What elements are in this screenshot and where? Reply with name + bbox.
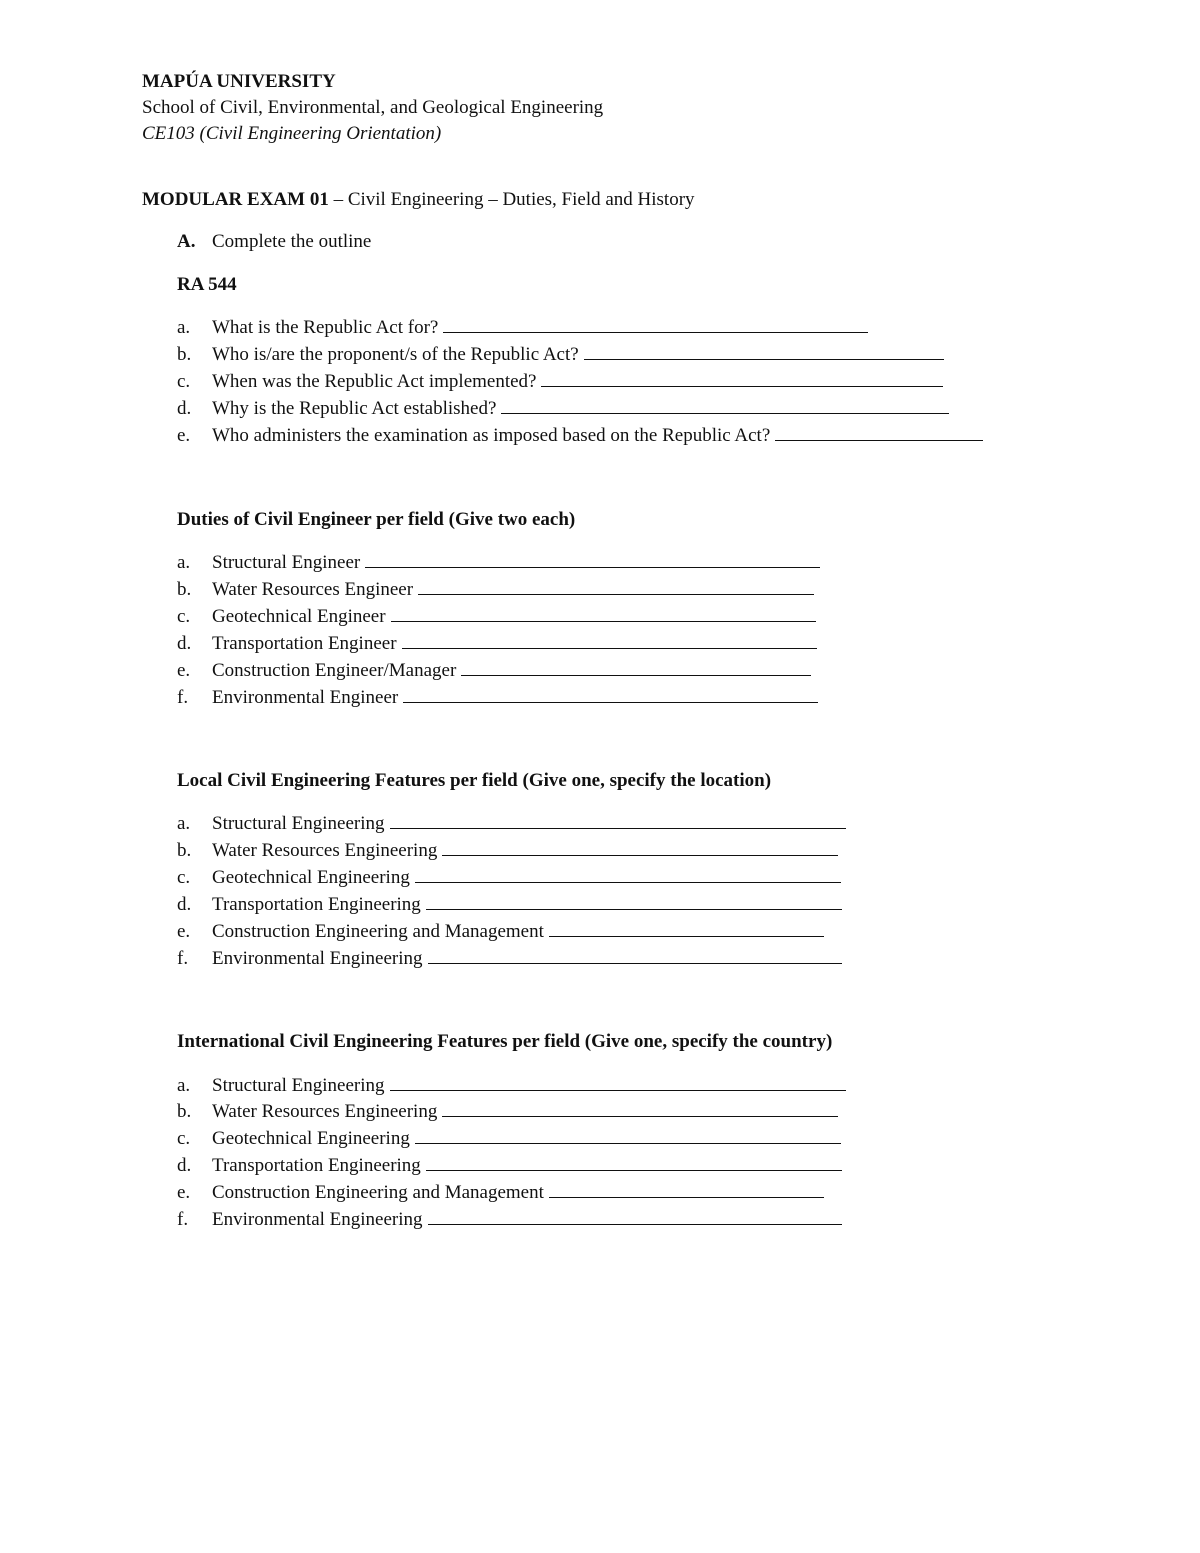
exam-title-rest: – Civil Engineering – Duties, Field and History (328, 189, 695, 210)
item-field: Structural Engineering (212, 1075, 385, 1096)
answer-blank[interactable] (584, 342, 944, 360)
item-field: Water Resources Engineering (212, 1101, 438, 1122)
local-item-b (177, 838, 838, 863)
exam-title-bold: MODULAR EXAM 01 (142, 189, 329, 210)
answer-blank[interactable] (418, 577, 814, 595)
course-name: CE103 (Civil Engineering Orientation) (142, 123, 442, 144)
duties-item-c (177, 604, 816, 629)
part-a-instruction (177, 230, 371, 254)
item-field: Construction Engineer/Manager (212, 660, 457, 681)
ra544-item-c (177, 369, 943, 394)
answer-blank[interactable] (428, 946, 842, 964)
duties-item-f (177, 685, 818, 710)
item-letter: a. (177, 813, 191, 834)
item-field: Transportation Engineer (212, 633, 397, 654)
part-a-label: A. (177, 231, 196, 252)
item-letter: c. (177, 371, 191, 392)
item-field: Environmental Engineering (212, 1209, 423, 1230)
item-field: Geotechnical Engineering (212, 1128, 410, 1149)
item-field: Construction Engineering and Management (212, 1182, 544, 1203)
ra544-item-d (177, 396, 949, 421)
school-name: School of Civil, Environmental, and Geological Engineering (142, 97, 604, 118)
item-letter: d. (177, 633, 192, 654)
answer-blank[interactable] (428, 1207, 842, 1225)
answer-blank[interactable] (442, 1099, 838, 1117)
international-item-d (177, 1153, 842, 1178)
item-letter: d. (177, 894, 192, 915)
item-field: Structural Engineer (212, 552, 361, 573)
item-field: Transportation Engineering (212, 1155, 421, 1176)
item-letter: a. (177, 552, 191, 573)
item-letter: f. (177, 687, 189, 708)
item-letter: a. (177, 1075, 191, 1096)
item-field: Structural Engineering (212, 813, 385, 834)
international-item-f (177, 1207, 842, 1232)
answer-blank[interactable] (443, 315, 868, 333)
answer-blank[interactable] (549, 919, 824, 937)
item-question: Who administers the examination as imposed based on the Republic Act? (212, 425, 771, 446)
international-item-e (177, 1180, 824, 1205)
item-letter: c. (177, 867, 191, 888)
duties-item-a (177, 550, 820, 575)
item-field: Water Resources Engineering (212, 840, 438, 861)
international-features-title: International Civil Engineering Features per field (Give one, specify the country) (177, 1031, 833, 1052)
duties-item-b (177, 577, 814, 602)
answer-blank[interactable] (403, 685, 818, 703)
answer-blank[interactable] (426, 1153, 842, 1171)
answer-blank[interactable] (365, 550, 820, 568)
answer-blank[interactable] (549, 1180, 824, 1198)
ra544-title: RA 544 (177, 274, 237, 295)
duties-item-d (177, 631, 817, 656)
duties-item-e (177, 658, 811, 683)
exam-title (142, 188, 695, 212)
local-item-a (177, 811, 846, 836)
item-field: Water Resources Engineer (212, 579, 414, 600)
answer-blank[interactable] (775, 423, 983, 441)
item-letter: e. (177, 921, 191, 942)
item-letter: b. (177, 579, 192, 600)
item-question: Why is the Republic Act established? (212, 398, 497, 419)
local-item-c (177, 865, 841, 890)
ra544-item-b (177, 342, 944, 367)
duties-title: Duties of Civil Engineer per field (Give two each) (177, 509, 576, 530)
part-a-text: Complete the outline (212, 231, 372, 252)
item-question: When was the Republic Act implemented? (212, 371, 537, 392)
international-item-c (177, 1126, 841, 1151)
item-letter: e. (177, 660, 191, 681)
item-field: Environmental Engineer (212, 687, 399, 708)
item-field: Transportation Engineering (212, 894, 421, 915)
answer-blank[interactable] (442, 838, 838, 856)
international-item-b (177, 1099, 838, 1124)
local-item-e (177, 919, 824, 944)
local-features-title: Local Civil Engineering Features per field (Give one, specify the location) (177, 770, 772, 791)
item-letter: f. (177, 948, 189, 969)
item-letter: e. (177, 425, 191, 446)
ra544-item-e (177, 423, 983, 448)
item-letter: b. (177, 840, 192, 861)
item-letter: d. (177, 398, 192, 419)
item-letter: d. (177, 1155, 192, 1176)
item-question: Who is/are the proponent/s of the Republic Act? (212, 344, 579, 365)
item-letter: e. (177, 1182, 191, 1203)
university-name: MAPÚA UNIVERSITY (142, 71, 336, 92)
item-field: Construction Engineering and Management (212, 921, 544, 942)
answer-blank[interactable] (541, 369, 943, 387)
answer-blank[interactable] (415, 1126, 841, 1144)
local-item-f (177, 946, 842, 971)
item-letter: b. (177, 1101, 192, 1122)
answer-blank[interactable] (415, 865, 841, 883)
item-question: What is the Republic Act for? (212, 317, 439, 338)
item-letter: f. (177, 1209, 189, 1230)
answer-blank[interactable] (391, 604, 816, 622)
answer-blank[interactable] (501, 396, 949, 414)
item-field: Geotechnical Engineer (212, 606, 386, 627)
answer-blank[interactable] (402, 631, 817, 649)
item-field: Geotechnical Engineering (212, 867, 410, 888)
answer-blank[interactable] (461, 658, 811, 676)
item-letter: c. (177, 1128, 191, 1149)
item-letter: b. (177, 344, 192, 365)
item-letter: a. (177, 317, 191, 338)
answer-blank[interactable] (390, 1073, 846, 1091)
ra544-item-a (177, 315, 868, 340)
item-field: Environmental Engineering (212, 948, 423, 969)
international-item-a (177, 1073, 846, 1098)
item-letter: c. (177, 606, 191, 627)
local-item-d (177, 892, 842, 917)
answer-blank[interactable] (390, 811, 846, 829)
answer-blank[interactable] (426, 892, 842, 910)
